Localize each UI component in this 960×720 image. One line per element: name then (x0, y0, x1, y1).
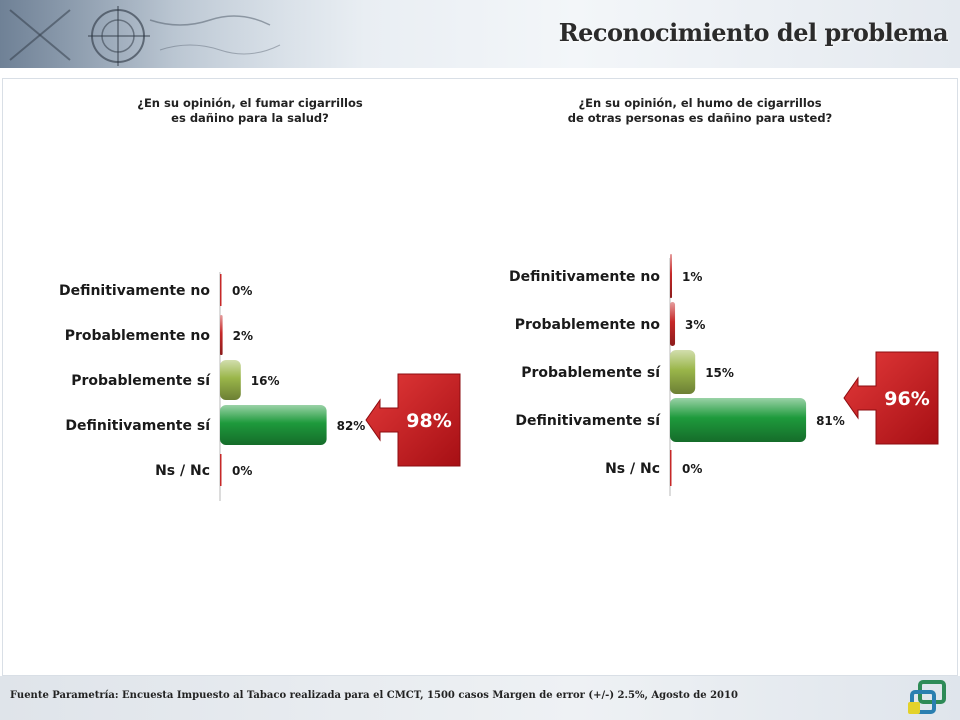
left-question-line-1: ¿En su opinión, el fumar cigarrillos (137, 96, 363, 110)
slide-title: Reconocimiento del problema (558, 18, 948, 47)
bar-definitivamente-s- (220, 405, 327, 445)
left-bar-chart (0, 250, 480, 510)
bar-probablemente-no (220, 315, 223, 355)
left-question-line-2: es dañino para la salud? (171, 111, 329, 125)
left-chart-question (90, 96, 410, 126)
total-callout-label: 98% (406, 410, 452, 432)
value-label: 16% (250, 374, 280, 388)
category-label: Ns / Nc (155, 463, 210, 479)
value-label: 1% (682, 270, 703, 284)
right-chart-question (530, 96, 870, 126)
category-label: Definitivamente sí (65, 418, 210, 434)
bar-ns-nc (220, 454, 222, 486)
value-label: 3% (685, 318, 706, 332)
value-label: 0% (682, 462, 703, 476)
category-label: Definitivamente sí (515, 413, 660, 429)
bar-definitivamente-no (670, 254, 672, 298)
category-label: Ns / Nc (605, 461, 660, 477)
bar-ns-nc (670, 450, 672, 486)
value-label: 2% (232, 329, 253, 343)
category-label: Definitivamente no (58, 283, 210, 299)
value-label: 81% (816, 414, 845, 428)
source-note: Fuente Parametría: Encuesta Impuesto al Tabaco realizada para el CMCT, 1500 casos Margen de error (+/-) 2.5%, Agosto de 2010 (10, 690, 738, 701)
value-label: 15% (705, 366, 734, 380)
slide-header (0, 0, 960, 68)
category-label: Probablemente sí (71, 373, 210, 389)
value-label: 0% (232, 284, 253, 298)
bar-definitivamente-no (220, 274, 222, 306)
value-label: 82% (336, 419, 366, 433)
right-question-line-2: de otras personas es dañino para usted? (567, 111, 833, 125)
bar-probablemente-no (670, 302, 675, 346)
category-label: Probablemente no (64, 328, 210, 344)
value-label: 0% (232, 464, 253, 478)
bar-probablemente-s- (670, 350, 695, 394)
bar-probablemente-s- (220, 360, 241, 400)
right-question-line-1: ¿En su opinión, el humo de cigarrillos (578, 96, 822, 110)
bar-definitivamente-s- (670, 398, 806, 442)
right-bar-chart (460, 236, 960, 496)
company-logo (906, 680, 950, 716)
category-label: Probablemente sí (521, 365, 660, 381)
category-label: Definitivamente no (508, 269, 660, 285)
map-compass-decoration (0, 0, 300, 68)
category-label: Probablemente no (514, 317, 660, 333)
total-callout-label: 96% (884, 388, 930, 410)
